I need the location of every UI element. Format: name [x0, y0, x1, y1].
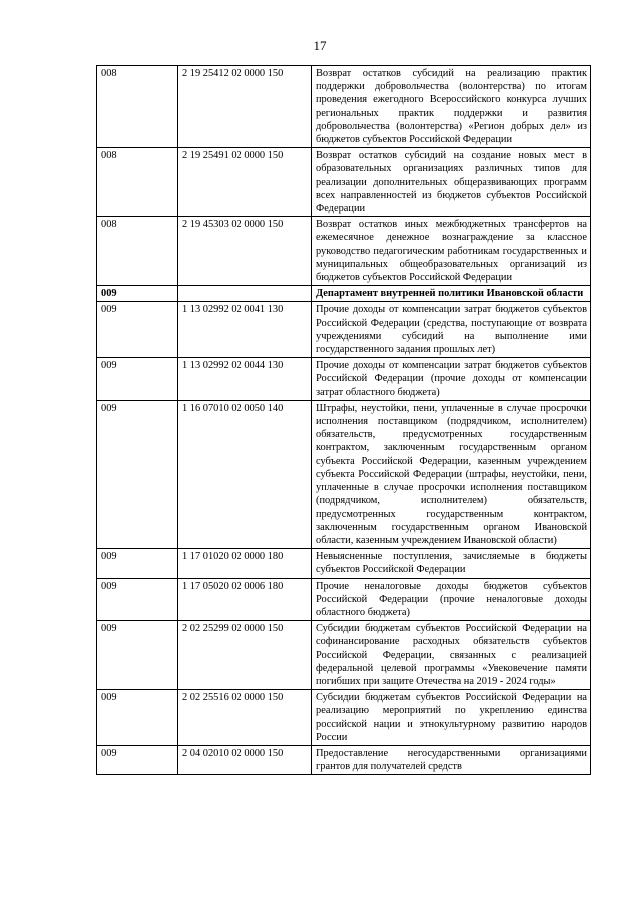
- admin-code-cell: 009: [97, 286, 178, 302]
- description-cell: Прочие доходы от компенсации затрат бюджетов субъектов Российской Федерации (прочие доходы от компенсации затрат областного бюджета): [312, 358, 591, 401]
- table-row: [97, 66, 591, 148]
- table-row: [97, 745, 591, 774]
- description-cell: Предоставление негосударственными организациями грантов для получателей средств: [312, 745, 591, 774]
- admin-code-cell: 009: [97, 549, 178, 578]
- description-cell: Департамент внутренней политики Ивановской области: [312, 286, 591, 302]
- table-row: [97, 148, 591, 217]
- description-cell: Штрафы, неустойки, пени, уплаченные в случае просрочки исполнения поставщиком (подрядчиком, исполнителем) обязательств, предусмотренных государственным контрактом, заключенным государственным органом субъекта Российской Федерации, казенным учреждением субъекта Российской Федерации (штрафы, неустойки, пени, уплаченные в случае просрочки исполнения поставщиком (подрядчиком, исполнителем) обязательств, предусмотренных государственным контрактом, заключенным государственным органом Ивановской области, казенным учреждением Ивановской области): [312, 400, 591, 548]
- budget-code-cell: 2 19 25412 02 0000 150: [178, 66, 312, 148]
- description-cell: Субсидии бюджетам субъектов Российской Федерации на реализацию мероприятий по укреплению единства российской нации и этнокультурному развитию народов России: [312, 690, 591, 746]
- table-row: [97, 358, 591, 401]
- table-row: [97, 217, 591, 286]
- admin-code-cell: 009: [97, 400, 178, 548]
- admin-code-cell: 008: [97, 217, 178, 286]
- budget-code-cell: 2 02 25299 02 0000 150: [178, 621, 312, 690]
- budget-code-cell: 2 19 45303 02 0000 150: [178, 217, 312, 286]
- admin-code-cell: 009: [97, 745, 178, 774]
- description-cell: Прочие неналоговые доходы бюджетов субъектов Российской Федерации (прочие неналоговые доходы областного бюджета): [312, 578, 591, 621]
- admin-code-cell: 009: [97, 358, 178, 401]
- budget-code-cell: 2 19 25491 02 0000 150: [178, 148, 312, 217]
- table-row: [97, 549, 591, 578]
- page-number: 17: [313, 38, 327, 53]
- budget-code-cell: 1 17 05020 02 0006 180: [178, 578, 312, 621]
- description-cell: Субсидии бюджетам субъектов Российской Федерации на софинансирование расходных обязательств субъектов Российской Федерации, связанных с реализацией федеральной целевой программы «Увековечение памяти погибших при защите Отечества на 2019 - 2024 годы»: [312, 621, 591, 690]
- admin-code-cell: 009: [97, 578, 178, 621]
- budget-code-cell: 1 17 01020 02 0000 180: [178, 549, 312, 578]
- budget-code-cell: 2 04 02010 02 0000 150: [178, 745, 312, 774]
- description-cell: Прочие доходы от компенсации затрат бюджетов субъектов Российской Федерации (средства, поступающие от возврата учреждениями субсидий на выполнение ими государственного задания прошлых лет): [312, 302, 591, 358]
- description-cell: Возврат остатков иных межбюджетных трансфертов на ежемесячное денежное вознаграждение за классное руководство педагогическим работникам государственных и муниципальных общеобразовательных организаций из бюджетов субъектов Российской Федерации: [312, 217, 591, 286]
- budget-code-cell: 1 13 02992 02 0044 130: [178, 358, 312, 401]
- admin-code-cell: 008: [97, 148, 178, 217]
- table-row: [97, 690, 591, 746]
- budget-code-cell: 1 16 07010 02 0050 140: [178, 400, 312, 548]
- budget-codes-table: [96, 65, 591, 775]
- table-row: [97, 621, 591, 690]
- table-row: [97, 400, 591, 548]
- description-cell: Возврат остатков субсидий на создание новых мест в образовательных организациях различных типов для реализации дополнительных общеразвивающих программ всех направленностей из бюджетов субъектов Российской Федерации: [312, 148, 591, 217]
- table-row: [97, 578, 591, 621]
- table-row: [97, 302, 591, 358]
- admin-code-cell: 009: [97, 690, 178, 746]
- admin-code-cell: 008: [97, 66, 178, 148]
- admin-code-cell: 009: [97, 302, 178, 358]
- description-cell: Невыясненные поступления, зачисляемые в бюджеты субъектов Российской Федерации: [312, 549, 591, 578]
- section-header-row: [97, 286, 591, 302]
- description-cell: Возврат остатков субсидий на реализацию практик поддержки добровольчества (волонтерства) по итогам проведения ежегодного Всероссийского конкурса лучших региональных практик поддержки и развития добровольчества (волонтерства) «Регион добрых дел» из бюджетов субъектов Российской Федерации: [312, 66, 591, 148]
- budget-code-cell: [178, 286, 312, 302]
- budget-code-cell: 2 02 25516 02 0000 150: [178, 690, 312, 746]
- admin-code-cell: 009: [97, 621, 178, 690]
- budget-code-cell: 1 13 02992 02 0041 130: [178, 302, 312, 358]
